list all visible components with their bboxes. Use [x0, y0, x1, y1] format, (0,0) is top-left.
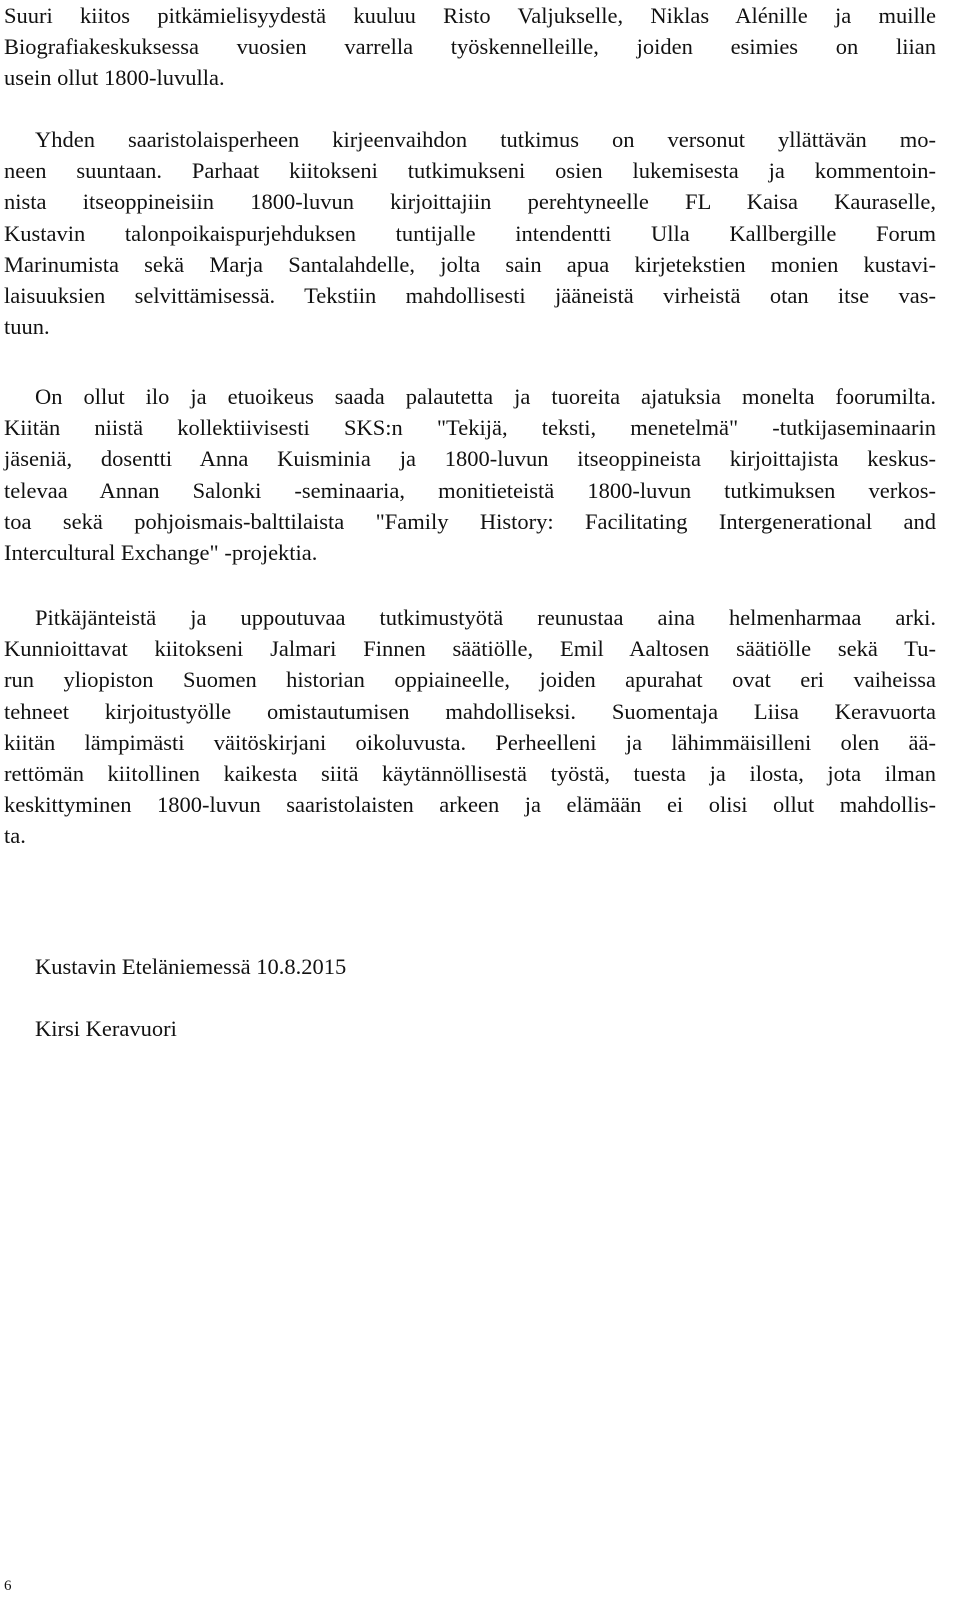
text-line: Kustavin talonpoikaispurjehduksen tuntijalle intendentti Ulla Kallbergille Forum: [4, 220, 936, 246]
text-line: kiitän lämpimästi väitöskirjani oikoluvusta. Perheelleni ja lähimmäisilleni olen ää-: [4, 729, 936, 755]
text-line-content: Pitkäjänteistä ja uppoutuvaa tutkimustyötä reunustaa aina helmenharmaa arki.: [35, 605, 936, 630]
author-signature: Kirsi Keravuori: [35, 1016, 177, 1041]
text-line: rettömän kiitollinen kaikesta siitä käytännöllisestä työstä, tuesta ja ilosta, jota ilman: [4, 761, 936, 787]
text-line: jäseniä, dosentti Anna Kuisminia ja 1800-luvun itseoppineista kirjoittajista keskus-: [4, 446, 936, 472]
text-line: Kunnioittavat kiitokseni Jalmari Finnen säätiölle, Emil Aaltosen säätiölle sekä Tu-: [4, 636, 936, 662]
text-line-content: Yhden saaristolaisperheen kirjeenvaihdon tutkimus on versonut yllättävän mo-: [35, 127, 936, 152]
text-line: Marinumista sekä Marja Santalahdelle, jolta sain apua kirjetekstien monien kustavi-: [4, 251, 936, 277]
text-line: usein ollut 1800-luvulla.: [4, 65, 225, 91]
text-line: neen suuntaan. Parhaat kiitokseni tutkimukseni osien lukemisesta ja kommentoin-: [4, 158, 936, 184]
text-line: ta.: [4, 823, 26, 849]
page-number: 6: [4, 1578, 12, 1594]
text-line: [4, 124, 936, 155]
text-line: Intercultural Exchange" -projektia.: [4, 540, 318, 566]
text-line: [4, 602, 936, 633]
text-line: keskittyminen 1800-luvun saaristolaisten arkeen ja elämään ei olisi ollut mahdollis-: [4, 792, 936, 818]
text-line: televaa Annan Salonki -seminaaria, monitieteistä 1800-luvun tutkimuksen verkos-: [4, 477, 936, 503]
paragraph-3: [4, 381, 936, 568]
text-line: tuun.: [4, 314, 50, 340]
text-line: Kiitän niistä kollektiivisesti SKS:n "Tekijä, teksti, menetelmä" -tutkijaseminaarin: [4, 415, 936, 441]
text-line: Suuri kiitos pitkämielisyydestä kuuluu Risto Valjukselle, Niklas Alénille ja muille: [4, 3, 936, 28]
text-line: tehneet kirjoitustyölle omistautumisen mahdolliseksi. Suomentaja Liisa Keravuorta: [4, 698, 936, 724]
paragraph-4: [4, 602, 936, 852]
text-line: run yliopiston Suomen historian oppiaineelle, joiden apurahat ovat eri vaiheissa: [4, 667, 936, 693]
paragraph-2: [4, 124, 936, 342]
text-line: nista itseoppineisiin 1800-luvun kirjoittajiin perehtyneelle FL Kaisa Kauraselle,: [4, 189, 936, 215]
text-line: laisuuksien selvittämisessä. Tekstiin mahdollisesti jääneistä virheistä otan itse vas-: [4, 283, 936, 309]
text-line: toa sekä pohjoismais-balttilaista "Family History: Facilitating Intergenerational and: [4, 508, 936, 534]
text-line-content: On ollut ilo ja etuoikeus saada palautetta ja tuoreita ajatuksia monelta foorumilta.: [35, 384, 936, 409]
paragraph-1: [4, 0, 936, 94]
text-line: Biografiakeskuksessa vuosien varrella työskennelleille, joiden esimies on liian: [4, 34, 936, 60]
text-line: [4, 381, 936, 412]
place-and-date: Kustavin Eteläniemessä 10.8.2015: [35, 954, 347, 979]
